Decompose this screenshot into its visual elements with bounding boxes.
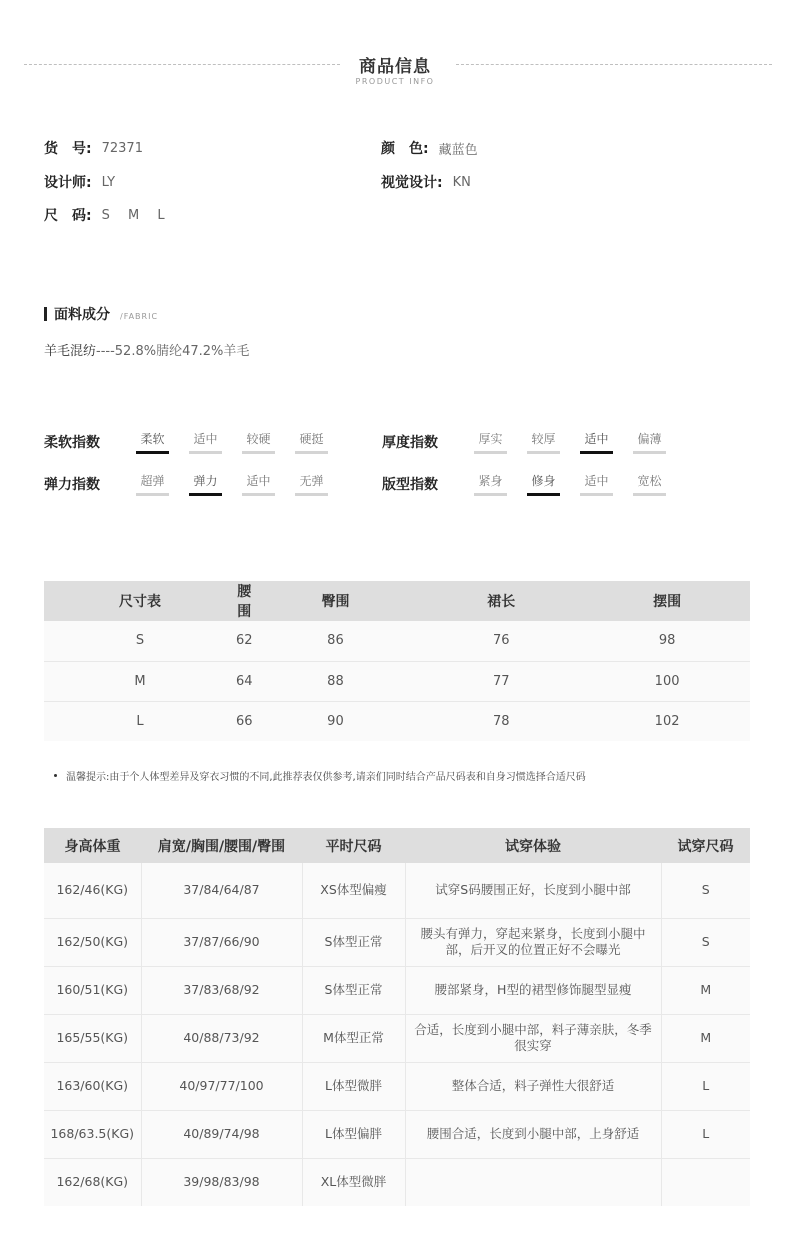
index-fit	[382, 472, 686, 496]
info-item-no	[44, 138, 143, 158]
table-row	[44, 966, 750, 1014]
index-option: 较厚	[527, 430, 560, 454]
index-option: 适中	[242, 472, 275, 496]
table-row	[44, 1014, 750, 1062]
tip-text: 温馨提示:由于个人体型差异及穿衣习惯的不同,此推荐表仅供参考,请亲们同时结合产品尺码表和自身习惯选择合适尺码	[66, 772, 586, 783]
table-cell: L体型微胖	[302, 1062, 405, 1110]
table-header: 摆围	[584, 581, 750, 621]
table-cell: M	[44, 661, 236, 701]
table-cell: 102	[584, 701, 750, 741]
table-header: 身高体重	[44, 828, 141, 863]
table-cell: L	[44, 701, 236, 741]
table-cell: 77	[418, 661, 584, 701]
info-designer	[44, 172, 115, 192]
table-cell: 88	[253, 661, 419, 701]
table-cell: L体型偏胖	[302, 1110, 405, 1158]
info-value: 72371	[101, 140, 143, 156]
index-option: 无弹	[295, 472, 328, 496]
table-cell: 90	[253, 701, 419, 741]
table-cell: 腰围合适，长度到小腿中部，上身舒适	[405, 1110, 661, 1158]
table-header: 腰围	[236, 581, 253, 621]
table-header: 尺寸表	[44, 581, 236, 621]
table-cell: L	[661, 1062, 750, 1110]
table-cell: 162/46(KG)	[44, 863, 141, 918]
index-option-selected: 修身	[527, 472, 560, 496]
info-visual	[381, 172, 471, 192]
table-cell: 40/88/73/92	[141, 1014, 302, 1062]
index-label: 版型指数	[382, 477, 438, 493]
info-label: 货 号:	[44, 141, 92, 157]
info-color	[381, 138, 478, 158]
size-value: L	[157, 207, 165, 223]
table-header: 试穿尺码	[661, 828, 750, 863]
table-header-row	[44, 581, 750, 621]
index-option: 适中	[189, 430, 222, 454]
table-cell: 163/60(KG)	[44, 1062, 141, 1110]
size-list	[102, 208, 179, 223]
table-row	[44, 1110, 750, 1158]
table-header: 肩宽/胸围/腰围/臀围	[141, 828, 302, 863]
size-value: S	[101, 207, 110, 223]
index-option: 紧身	[474, 472, 507, 496]
info-value: KN	[452, 174, 471, 190]
table-cell: 160/51(KG)	[44, 966, 141, 1014]
table-cell	[661, 1158, 750, 1206]
table-row	[44, 1062, 750, 1110]
table-cell: 98	[584, 621, 750, 661]
index-elasticity	[44, 472, 348, 496]
info-value: LY	[101, 174, 116, 190]
table-row	[44, 1158, 750, 1206]
index-label: 厚度指数	[382, 435, 438, 451]
table-row	[44, 661, 750, 701]
table-cell: 腰头有弹力，穿起来紧身，长度到小腿中部，后开叉的位置正好不会曝光	[405, 918, 661, 966]
info-value: 藏蓝色	[438, 142, 478, 158]
table-cell: 162/68(KG)	[44, 1158, 141, 1206]
table-row	[44, 701, 750, 741]
table-cell: 100	[584, 661, 750, 701]
table-cell: M体型正常	[302, 1014, 405, 1062]
table-cell: 62	[236, 621, 253, 661]
table-cell: 40/89/74/98	[141, 1110, 302, 1158]
index-label: 柔软指数	[44, 435, 100, 451]
table-cell: 78	[418, 701, 584, 741]
table-cell: 39/98/83/98	[141, 1158, 302, 1206]
table-cell: 合适，长度到小腿中部，料子薄亲肤，冬季很实穿	[405, 1014, 661, 1062]
table-cell: 168/63.5(KG)	[44, 1110, 141, 1158]
table-cell: 整体合适，料子弹性大很舒适	[405, 1062, 661, 1110]
fabric-detail: ----52.8%腈纶47.2%羊毛	[96, 344, 250, 359]
table-cell: S体型正常	[302, 918, 405, 966]
index-option: 厚实	[474, 430, 507, 454]
bullet-icon	[54, 774, 57, 777]
index-option-selected: 弹力	[189, 472, 222, 496]
table-cell: 165/55(KG)	[44, 1014, 141, 1062]
fabric-heading	[44, 304, 158, 324]
try-on-table	[44, 828, 750, 1206]
table-cell: 76	[418, 621, 584, 661]
index-option-selected: 柔软	[136, 430, 169, 454]
info-size	[44, 205, 179, 225]
size-tip	[54, 768, 586, 783]
table-cell: 162/50(KG)	[44, 918, 141, 966]
table-cell: 37/87/66/90	[141, 918, 302, 966]
table-cell: XL体型微胖	[302, 1158, 405, 1206]
info-label: 颜 色:	[381, 141, 429, 157]
table-cell: 64	[236, 661, 253, 701]
index-option: 超弹	[136, 472, 169, 496]
section-subtitle: PRODUCT INFO	[355, 77, 435, 86]
table-cell: 40/97/77/100	[141, 1062, 302, 1110]
table-cell: 试穿S码腰围正好，长度到小腿中部	[405, 863, 661, 918]
index-option: 硬挺	[295, 430, 328, 454]
table-header: 试穿体验	[405, 828, 661, 863]
size-value: M	[128, 207, 140, 223]
table-row	[44, 621, 750, 661]
table-header: 臀围	[253, 581, 419, 621]
fabric-composition	[44, 340, 249, 359]
table-cell: S	[661, 863, 750, 918]
size-chart-table	[44, 581, 750, 741]
table-cell: M	[661, 1014, 750, 1062]
index-softness	[44, 430, 348, 454]
info-label: 尺 码:	[44, 208, 92, 224]
heading-bar	[44, 307, 47, 321]
table-cell: S	[661, 918, 750, 966]
index-option: 适中	[580, 472, 613, 496]
table-cell: M	[661, 966, 750, 1014]
table-header: 裙长	[418, 581, 584, 621]
info-label: 视觉设计:	[381, 175, 443, 191]
table-header: 平时尺码	[302, 828, 405, 863]
index-option: 较硬	[242, 430, 275, 454]
fabric-name: 羊毛混纺	[44, 344, 97, 359]
index-label: 弹力指数	[44, 477, 100, 493]
table-cell: 66	[236, 701, 253, 741]
section-title: 商品信息	[359, 57, 431, 77]
table-cell: 37/84/64/87	[141, 863, 302, 918]
index-option: 偏薄	[633, 430, 666, 454]
table-cell: S体型正常	[302, 966, 405, 1014]
info-label: 设计师:	[44, 175, 92, 191]
table-cell: 86	[253, 621, 419, 661]
table-cell: XS体型偏瘦	[302, 863, 405, 918]
table-cell: L	[661, 1110, 750, 1158]
fabric-subtitle: /FABRIC	[120, 312, 159, 321]
table-cell: 腰部紧身，H型的裙型修饰腿型显瘦	[405, 966, 661, 1014]
section-header	[0, 50, 790, 90]
index-thickness	[382, 430, 686, 454]
table-header-row	[44, 828, 750, 863]
table-cell: 37/83/68/92	[141, 966, 302, 1014]
table-cell: S	[44, 621, 236, 661]
index-option: 宽松	[633, 472, 666, 496]
table-row	[44, 918, 750, 966]
table-row	[44, 863, 750, 918]
index-option-selected: 适中	[580, 430, 613, 454]
table-cell	[405, 1158, 661, 1206]
fabric-title: 面料成分	[54, 307, 110, 323]
